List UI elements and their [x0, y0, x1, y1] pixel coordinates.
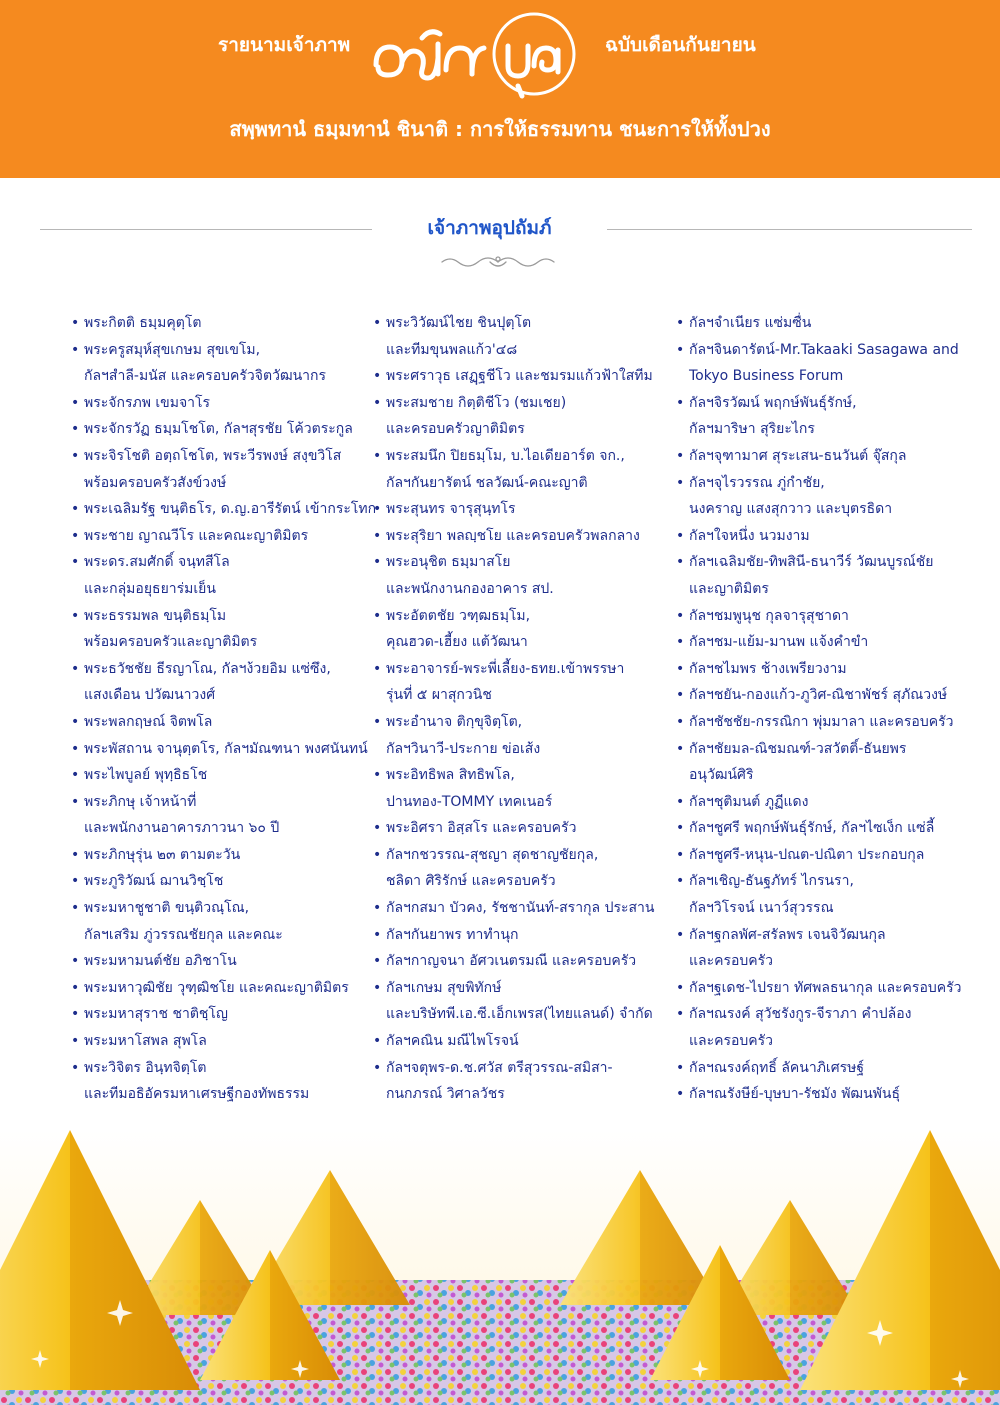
donor-entry-line: • พระจิรโชติ อตฺถโชโต, พระวีรพงษ์ สงฺขวิโส	[84, 447, 342, 464]
donor-entry-line: • พระพลกฤษณ์ จิตพโล	[84, 713, 213, 730]
donor-entry-line: • กัลฯชัยมล-ณิชมณฑ์-วสวัตติ์-ธันยพร	[689, 740, 907, 757]
donor-entry	[675, 629, 980, 656]
donor-entry-line: • พระศราวุธ เสฏฺฐชีโว และชมรมแก้วฟ้าใสทีม	[386, 368, 653, 385]
donor-entry	[372, 895, 677, 922]
donor-entry	[675, 815, 980, 842]
donor-entry-line: • พระกิตติ ธมฺมคุตฺโต	[84, 315, 202, 331]
donor-entry	[70, 736, 370, 763]
donor-entry-line: • พระมหามนต์ชัย อภิชาโน	[84, 953, 237, 970]
donor-entry	[70, 496, 377, 523]
donor-entry-line: กัลฯเสริม ภู่วรรณชัยกุล และคณะ	[84, 926, 283, 943]
donor-entry	[675, 789, 980, 816]
donor-entry-line: และครอบครัว	[689, 953, 774, 970]
donor-entry	[372, 549, 677, 602]
donor-entry-line: • กัลฯชไมพร ช้างเพรียวงาม	[689, 660, 847, 677]
donor-entry-line: • กัลฯชุติมนต์ ภูฏีแดง	[689, 793, 809, 810]
donor-entry	[70, 523, 370, 550]
donor-entry	[372, 815, 677, 842]
donor-entry-line: • พระอัตตชัย วฑฺฒธมฺโม,	[386, 607, 531, 624]
header-left-label: รายนามเจ้าภาพ	[218, 34, 351, 56]
donor-entry	[70, 603, 370, 656]
donor-entry	[372, 443, 677, 496]
donor-entry	[70, 975, 370, 1002]
donor-entry	[372, 709, 677, 762]
donor-entry	[372, 523, 677, 550]
donor-entry	[372, 656, 677, 709]
donor-entry-line: • กัลฯชูศรี พฤกษ์พันธุ์รักษ์, กัลฯไซเง็ก แซ่ลี้	[689, 820, 935, 837]
donor-entry-line: • พระเฉลิมรัฐ ขนฺติธโร, ด.ญ.อารีรัตน์ เข้ากระโทก	[84, 501, 377, 518]
donor-entry-line: • พระจักรวัฏ ธมฺมโชโต, กัลฯสุรชัย โค้วตระกูล	[84, 421, 353, 438]
donor-entry	[372, 363, 677, 390]
donor-entry	[372, 975, 677, 1028]
donor-entry-line: • กัลฯกันยาพร ทาทำนุก	[386, 926, 519, 943]
donor-entry-line: • พระมหาโสพล สุพโล	[84, 1033, 207, 1050]
donor-entry	[675, 975, 980, 1002]
donor-entry	[675, 656, 980, 683]
donor-entry-line: • กัลฯฐกลพัศ-สรัลพร เจนจิวัฒนกุล	[689, 926, 886, 943]
donor-entry	[70, 762, 370, 789]
header-banner	[0, 0, 1000, 178]
donor-entry	[675, 709, 980, 736]
header-right-label: ฉบับเดือนกันยายน	[605, 34, 756, 56]
donor-column-3	[675, 310, 980, 1108]
donor-entry-line: • พระชาย ญาณวีโร และคณะญาติมิตร	[84, 527, 309, 544]
donor-entry	[675, 736, 980, 789]
donor-entry	[70, 868, 370, 895]
donor-entry	[70, 709, 370, 736]
donor-entry-line: ปานทอง-TOMMY เทคเนอร์	[386, 793, 553, 810]
donor-entry	[70, 895, 370, 948]
donor-entry	[372, 1028, 677, 1055]
divider-right	[607, 229, 972, 230]
donor-entry	[675, 443, 980, 470]
donor-entry	[70, 310, 370, 337]
donor-entry	[372, 310, 677, 363]
donor-entry	[675, 842, 980, 869]
donor-entry-line: • กัลฯจิรวัฒน์ พฤกษ์พันธุ์รักษ์,	[689, 394, 857, 411]
donor-entry-line: • กัลฯชูศรี-หนุน-ปณต-ปณิตา ประกอบกุล	[689, 846, 925, 863]
donor-entry-line: • กัลฯจินดารัตน์-Mr.Takaaki Sasagawa and	[689, 341, 959, 358]
donor-entry-line: อนุวัฒน์ศิริ	[689, 767, 754, 784]
donor-entry-line: • พระพัสถาน จานุตฺตโร, กัลฯมัณฑนา พงศนันทน์	[84, 740, 368, 757]
section-title: เจ้าภาพอุปถัมภ์	[427, 217, 552, 239]
donor-entry-line: • กัลฯชม-แย้ม-มานพ แจ้งคำขำ	[689, 634, 869, 651]
donor-entry-line: • พระภูริวัฒน์ ฌานวิชฺโช	[84, 873, 224, 890]
donor-entry-line: • กัลฯกชวรรณ-สุชญา สุดชาญชัยกุล,	[386, 846, 599, 863]
donor-entry-line: • กัลฯชยัน-กองแก้ว-ภูวิศ-ณิชาพัชร์ สุภัณวงษ์	[689, 687, 948, 704]
donor-entry-line: • พระสุนทร จารุสุนฺทโร	[386, 501, 516, 518]
donor-entry	[70, 416, 370, 443]
donor-entry-line: • กัลฯณรงค์ฤทธิ์ ลัคนาภิเศรษฐ์	[689, 1059, 865, 1076]
donor-entry-line: • กัลฯจำเนียร แซ่มซื่น	[689, 315, 812, 331]
donor-entry-line: • พระภิกษุ เจ้าหน้าที่	[84, 793, 197, 810]
donor-entry	[70, 789, 370, 842]
donor-entry-line: • พระครูสมุห์สุขเกษม สุขเขโม,	[84, 341, 261, 358]
donor-entry-line: และพนักงานอาคารภาวนา ๖๐ ปี	[84, 820, 280, 837]
donor-entry	[70, 656, 370, 709]
donor-entry	[70, 443, 370, 496]
donor-entry-line: • พระสมชาย กิตฺติชีโว (ชมเชย)	[386, 394, 567, 411]
donor-entry-line: • พระสุริยา พลญฺชโย และครอบครัวพลกลาง	[386, 527, 640, 544]
donor-entry-line: • พระไพบูลย์ พุทฺธิธโช	[84, 767, 208, 784]
pyramid-field-illustration	[0, 1130, 1000, 1405]
donor-entry-line: • พระสมนึก ปิยธมฺโม, บ.ไอเดียอาร์ต จก.,	[386, 447, 625, 464]
donor-entry	[675, 682, 980, 709]
donor-entry-line: • กัลฯณรังษีย์-บุษบา-รัชมัง พัฒนพันธุ์	[689, 1086, 900, 1103]
donor-entry	[675, 470, 980, 523]
donor-entry-line: • กัลฯเกษม สุขพิทักษ์	[386, 979, 502, 996]
donor-entry-line: • พระอาจารย์-พระพี่เลี้ยง-ธทย.เข้าพรรษา	[386, 660, 625, 677]
donor-entry-line: • กัลฯชัชชัย-กรรณิกา พุ่มมาลา และครอบครัว	[689, 713, 954, 730]
donor-entry-line: กัลฯสำลี-มนัส และครอบครัวจิตวัฒนากร	[84, 368, 327, 385]
logo-ayu-nai-bun	[362, 10, 592, 110]
donor-entry	[70, 549, 370, 602]
donor-entry-line: กัลฯมาริษา สุริยะไกร	[689, 421, 815, 438]
donor-entry-line: และครอบครัวญาติมิตร	[386, 421, 525, 438]
donor-entry	[70, 1028, 370, 1055]
donor-entry-line: กัลฯกันยารัตน์ ชลวัฒน์-คณะญาติ	[386, 474, 588, 491]
donor-entry	[675, 1081, 980, 1108]
donor-entry	[675, 310, 980, 337]
donor-entry	[372, 390, 677, 443]
donor-entry	[372, 762, 677, 815]
donor-entry	[675, 603, 980, 630]
donor-entry-line: นงคราญ แสงสุกวาว และบุตรธิดา	[689, 501, 893, 518]
donor-entry-line: กัลฯวินาวี-ประกาย ข่อเส้ง	[386, 740, 541, 757]
donor-entry	[70, 390, 370, 417]
donor-entry-line: • กัลฯใจหนึ่ง นวมงาม	[689, 527, 810, 544]
donor-entry-line: รุ่นที่ ๕ ผาสุกวนิช	[386, 687, 492, 704]
donor-entry-line: Tokyo Business Forum	[689, 368, 844, 385]
ornament-flourish-icon	[438, 252, 558, 272]
donor-entry-line: และญาติมิตร	[689, 580, 769, 597]
donor-entry-line: • กัลฯกสมา บัวคง, รัชชานันท์-สรากุล ประสาน	[386, 900, 655, 917]
donor-entry	[675, 337, 980, 390]
donor-entry-line: • กัลฯจุฑามาศ สุระเสน-ธนวันต์ จุ๊สกุล	[689, 447, 907, 464]
donor-entry-line: • พระภิกษุรุ่น ๒๓ ตามตะวัน	[84, 846, 241, 863]
donor-entry-line: • กัลฯเฉลิมชัย-ทิพสินี-ธนาวีร์ วัฒนบูรณ์ชัย	[689, 554, 934, 571]
donor-entry	[70, 337, 370, 390]
donor-entry-line: พร้อมครอบครัวสังข์วงษ์	[84, 474, 227, 491]
donor-entry-line: • พระอนุชิต ธมฺมาสโย	[386, 554, 511, 571]
donor-entry	[70, 948, 370, 975]
donor-entry	[675, 390, 980, 443]
donor-entry-line: และกลุ่มอยุธยาร่มเย็น	[84, 580, 216, 597]
donor-entry-line: กัลฯวิโรจน์ เนาว์สุวรรณ	[689, 900, 834, 917]
donor-entry-line: • พระอำนาจ ติกฺขุจิตฺโต,	[386, 713, 523, 730]
donor-entry	[675, 868, 980, 921]
donor-entry-line: • พระธรรมพล ขนฺติธมฺโม	[84, 607, 227, 624]
donor-entry-line: • พระดร.สมศักดิ์ จนฺทสีโล	[84, 554, 230, 571]
donor-entry	[372, 842, 677, 895]
donor-entry	[372, 922, 677, 949]
donor-column-2	[372, 310, 677, 1108]
donor-entry-line: พร้อมครอบครัวและญาติมิตร	[84, 634, 258, 651]
donor-entry	[70, 1001, 370, 1028]
header-subtitle: สพฺพทานํ ธมฺมทานํ ชินาติ : การให้ธรรมทาน ชนะการให้ทั้งปวง	[229, 117, 771, 141]
donor-entry-line: • พระธวัชชัย ธีรญาโณ, กัลฯง้วยอิม แซ่ซึง,	[84, 660, 331, 677]
donor-entry-line: กนกภรณ์ วิศาลวัชร	[386, 1086, 505, 1103]
donor-entry	[675, 1055, 980, 1082]
donor-entry	[372, 1055, 677, 1108]
donor-entry-line: • พระมหาสุราช ชาติชฺโญ	[84, 1006, 228, 1023]
donor-entry-line: • กัลฯเชิญ-ธันฐภัทร์ ไกรนรา,	[689, 873, 854, 890]
donor-entry-line: • กัลฯฐเดช-ไปรยา ทัศพลธนากุล และครอบครัว	[689, 979, 962, 996]
donor-column-1	[70, 310, 377, 1108]
donor-entry-line: และพนักงานกองอาคาร สป.	[386, 580, 554, 597]
donor-entry-line: • พระวิวัฒน์ไชย ชินปุตฺโต	[386, 315, 532, 331]
donor-entry	[675, 1001, 980, 1054]
donor-entry-line: • พระอิศรา อิสฺสโร และครอบครัว	[386, 820, 577, 837]
donor-entry	[675, 549, 980, 602]
donor-entry-line: • พระจักรภพ เขมจาโร	[84, 394, 211, 411]
donor-entry	[675, 922, 980, 975]
donor-entry-line: • กัลฯคณิน มณีไพโรจน์	[386, 1033, 519, 1050]
donor-entry	[70, 842, 370, 869]
donor-entry	[372, 496, 677, 523]
donor-entry-line: • พระอิทธิพล สิทธิพโล,	[386, 767, 515, 784]
donor-entry-line: • พระมหาชูชาติ ขนฺติวณฺโณ,	[84, 900, 250, 917]
donor-entry-line: ชลิดา ศิริรักษ์ และครอบครัว	[386, 873, 556, 890]
divider-left	[40, 229, 372, 230]
donor-entry-line: • กัลฯจตุพร-ด.ช.ศวัส ตรีสุวรรณ-สมิสา-	[386, 1059, 613, 1076]
donor-entry-line: • พระวิจิตร อินฺทจิตฺโต	[84, 1059, 207, 1076]
donor-entry-line: และครอบครัว	[689, 1033, 774, 1050]
donor-entry-line: และบริษัทพี.เอ.ซี.เอ็กเพรส(ไทยแลนด์) จำกัด	[386, 1006, 653, 1023]
donor-entry-line: • กัลฯชมพูนุช กุลจารุสุชาดา	[689, 607, 849, 624]
donor-entry-line: • พระมหาวุฒิชัย วุฑฺฒิชโย และคณะญาติมิตร	[84, 979, 349, 996]
donor-entry-line: และทีมขุนพลแก้ว'๔๘	[386, 341, 518, 358]
logo-art	[362, 10, 592, 110]
donor-entry-line: คุณฮวด-เฮี้ยง แต้วัฒนา	[386, 634, 528, 651]
donor-entry-line: และทีมอธิอัครมหาเศรษฐีกองทัพธรรม	[84, 1086, 310, 1103]
donor-entry-line: แสงเดือน ปวัฒนาวงศ์	[84, 687, 216, 704]
donor-entry	[372, 603, 677, 656]
donor-entry	[675, 523, 980, 550]
donor-entry-line: • กัลฯณรงค์ สุวัชรังกูร-จีราภา คำปล้อง	[689, 1006, 912, 1023]
donor-entry	[70, 1055, 370, 1108]
donor-entry-line: • กัลฯกาญจนา อัศวเนตรมณี และครอบครัว	[386, 953, 637, 970]
donor-entry-line: • กัลฯจุไรวรรณ ภู่กำชัย,	[689, 474, 825, 491]
donor-entry	[372, 948, 677, 975]
